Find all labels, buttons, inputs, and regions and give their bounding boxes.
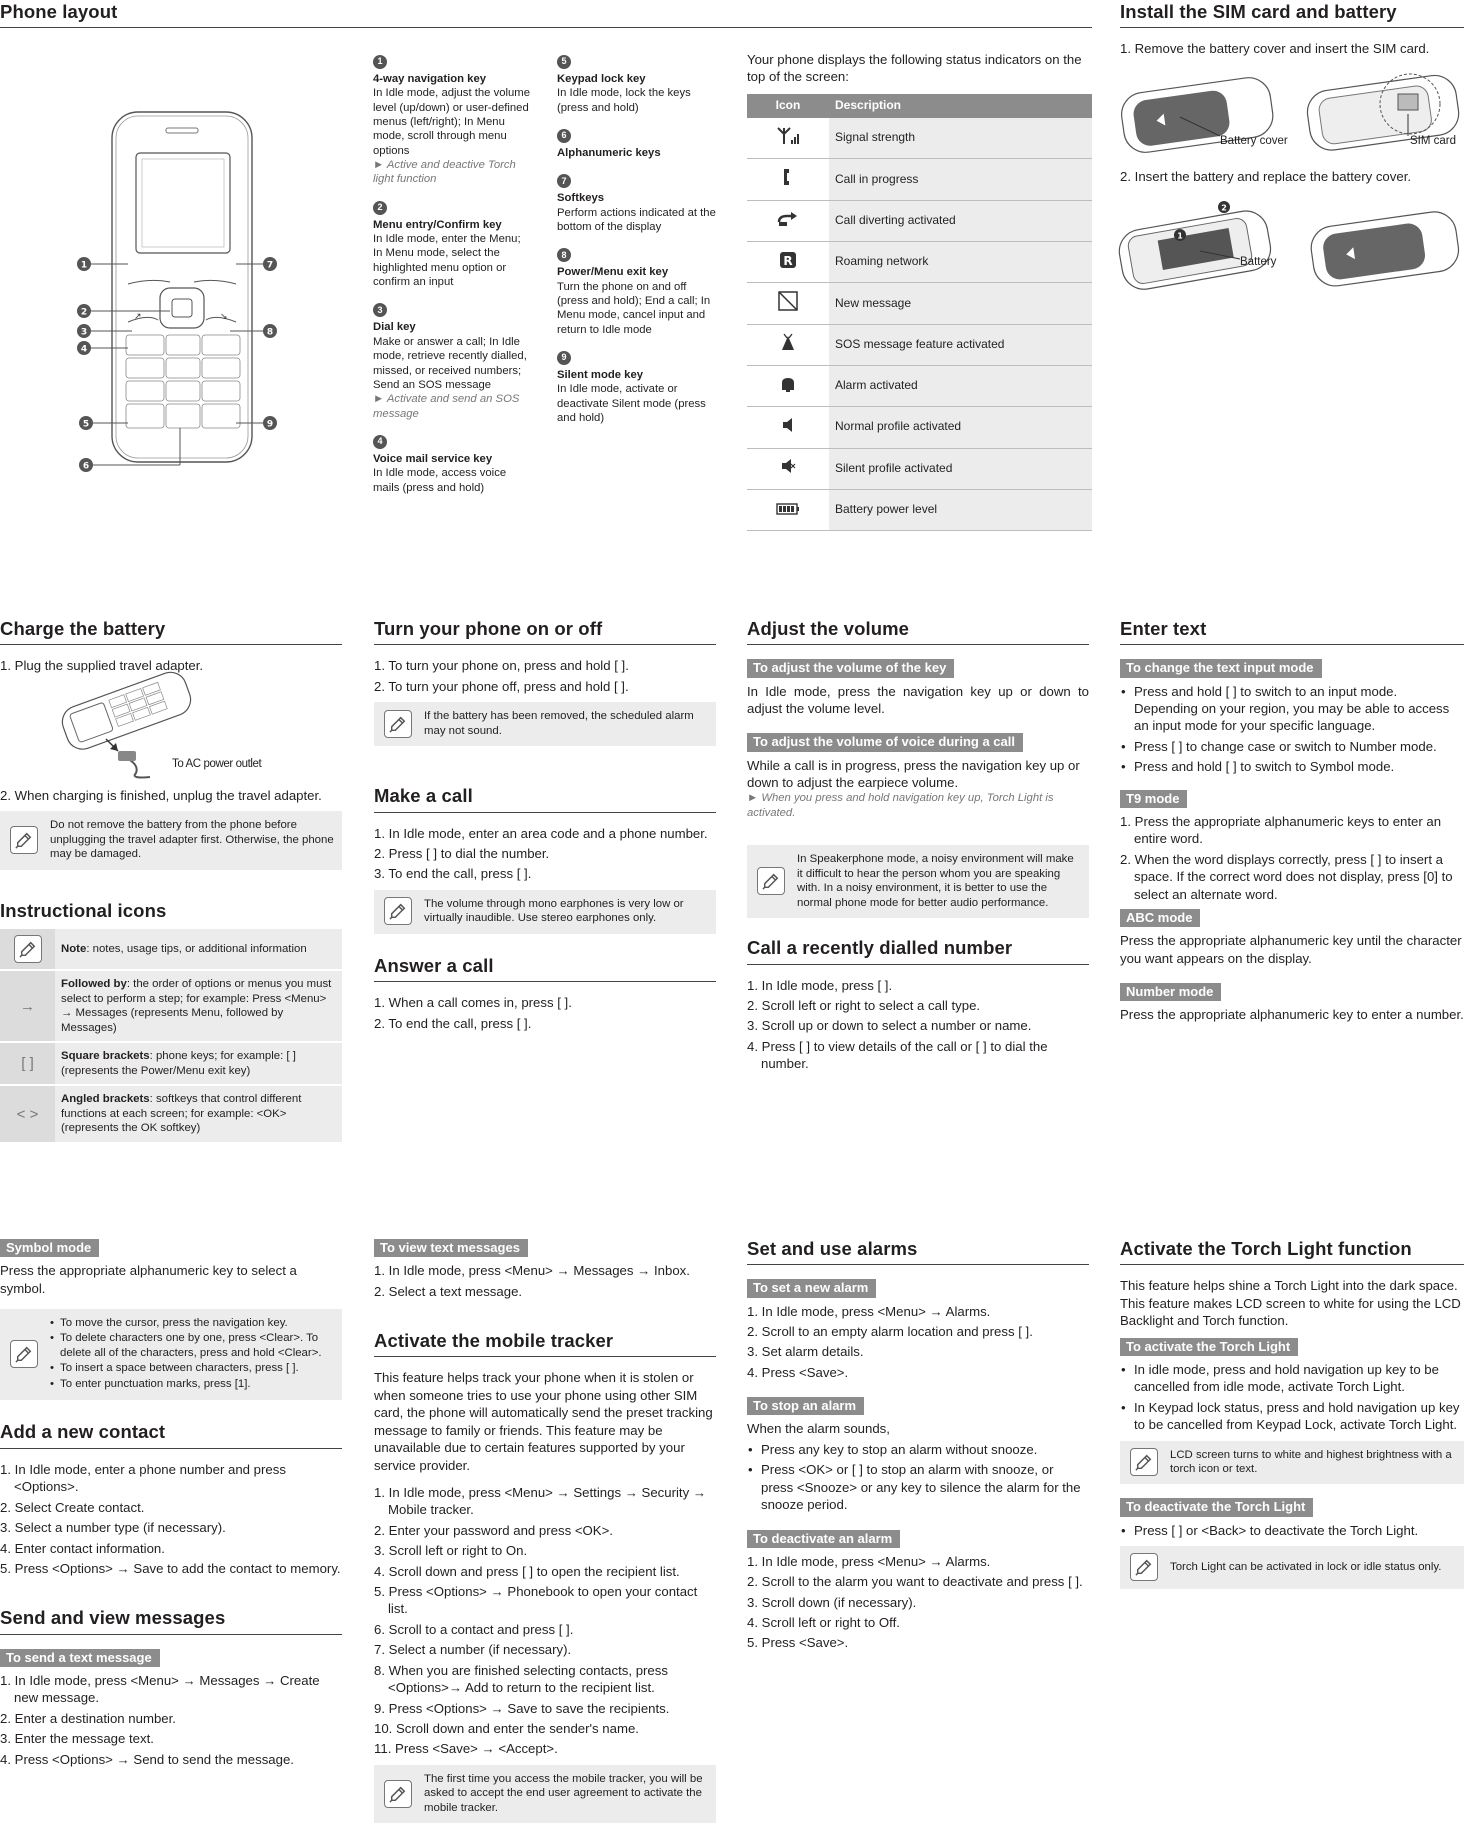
activate-torch-sub: To activate the Torch Light [1120, 1338, 1298, 1356]
table-row: R Roaming network [747, 242, 1092, 283]
stop-intro: When the alarm sounds, [747, 1421, 890, 1437]
list-item: • To enter punctuation marks, press [1]. [50, 1377, 334, 1391]
signal-strength-icon [776, 126, 800, 149]
phone-diagram [70, 108, 290, 478]
callout-2: 2 Menu entry/Confirm key In Idle mode, enter the Menu; In Menu mode, select the highlighted menu option or confirm an input [373, 202, 521, 289]
view-tracker-column [374, 1237, 716, 1835]
table-row: Silent profile activated [747, 448, 1092, 489]
torch-note2: Torch Light can be activated in lock or idle status only. [1120, 1546, 1464, 1589]
note-icon [384, 897, 412, 925]
callout-7: 7 Softkeys Perform actions indicated at the bottom of the display [557, 175, 716, 234]
list-item: 3. Enter the message text. [0, 1731, 154, 1747]
sim-card-label: SIM card [1410, 134, 1457, 147]
list-item: 1. In Idle mode, press <Menu> → Messages → Inbox. [374, 1263, 690, 1279]
note-icon [10, 1340, 38, 1368]
list-item: • To insert a space between characters, press [ ]. [50, 1361, 334, 1375]
enter-text-title: Enter text [1120, 617, 1464, 645]
deactivate-torch-sub: To deactivate the Torch Light [1120, 1498, 1313, 1516]
callout-8: 8 Power/Menu exit key Turn the phone on and off (press and hold); End a call; In Menu mode, cancel input and return to Idle mode [557, 249, 711, 336]
make-call-note: The volume through mono earphones is very low or virtually inaudible. Use stereo earphones only. [374, 890, 716, 934]
status-table-header-icon: Icon [747, 94, 829, 118]
list-item: 2. Enter a destination number. [0, 1710, 176, 1726]
battery-cover-label: Battery cover [1220, 134, 1288, 147]
list-item: 4. Scroll down and press [ ] to open the recipient list. [374, 1563, 680, 1579]
table-row: Note: notes, usage tips, or additional information [0, 929, 342, 970]
svg-text:↘: ↘ [220, 312, 228, 322]
list-item: 1. In Idle mode, press <Menu> → Alarms. [747, 1553, 991, 1569]
symbol-text: Press the appropriate alphanumeric key to select a symbol. [0, 1263, 297, 1296]
list-item: 2. Enter your password and press <OK>. [374, 1522, 613, 1538]
enter-text-section [1120, 617, 1464, 1030]
list-item: 1. In Idle mode, press <Menu> → Alarms. [747, 1303, 991, 1319]
list-item: 2. Scroll to the alarm you want to deactivate and press [ ]. [747, 1574, 1083, 1590]
list-item: • To move the cursor, press the navigation key. [50, 1316, 334, 1330]
svg-text:3: 3 [80, 327, 88, 338]
table-row: Call diverting activated [747, 200, 1092, 241]
symbol-note [0, 1309, 342, 1400]
callout-column-right [557, 55, 717, 426]
list-item: 1. When a call comes in, press [ ]. [374, 995, 572, 1011]
messages-title: Send and view messages [0, 1606, 342, 1634]
sim-step2: 2. Insert the battery and replace the battery cover. [1120, 168, 1412, 184]
stop-alarm-sub: To stop an alarm [747, 1397, 864, 1415]
svg-text:8: 8 [266, 327, 274, 338]
list-item: 6. Scroll to a contact and press [ ]. [374, 1621, 574, 1637]
tracker-title: Activate the mobile tracker [374, 1329, 716, 1357]
table-row: < > Angled brackets: softkeys that control different functions at each screen; for example: <OK> (represents the OK softkey) [0, 1085, 342, 1142]
svg-text:2: 2 [1221, 203, 1227, 213]
note-icon [384, 1780, 412, 1808]
sim-step1: 1. Remove the battery cover and insert the SIM card. [1120, 41, 1430, 57]
list-item: 10. Scroll down and enter the sender's name. [374, 1721, 639, 1736]
svg-text:5: 5 [82, 419, 90, 430]
volume-text2: While a call is in progress, press the navigation key up or down to adjust the earpiece volume. [747, 757, 1080, 790]
table-row: SOS message feature activated [747, 324, 1092, 365]
callout-1: 1 4-way navigation key In Idle mode, adjust the volume level (up/down) or user-defined menus (left/right); In Menu mode, scroll through menu options ► Active and deactive Torch light function [373, 56, 530, 186]
t9-sub: T9 mode [1120, 790, 1187, 808]
battery-label: Battery [1240, 256, 1277, 269]
make-call-title: Make a call [374, 784, 716, 812]
list-item: • Press and hold [ ] to switch to an input mode. Depending on your region, you may be able to access an input mode for your specific language. [1120, 683, 1464, 735]
power-section [374, 617, 716, 1035]
answer-title: Answer a call [374, 954, 716, 982]
list-item: • Press and hold [ ] to switch to Symbol mode. [1120, 758, 1464, 775]
number-text: Press the appropriate alphanumeric key to enter a number. [1120, 1007, 1464, 1023]
list-item: 11. Press <Save> → <Accept>. [374, 1741, 558, 1757]
list-item: 1. In Idle mode, enter a phone number and press <Options>. [0, 1461, 286, 1495]
callout-column-left [373, 55, 533, 495]
volume-text1: In Idle mode, press the navigation key up or down to adjust the volume level. [747, 683, 1089, 716]
list-item: • Press [ ] or <Back> to deactivate the Torch Light. [1120, 1522, 1464, 1539]
list-item: 3. Select a number type (if necessary). [0, 1520, 226, 1536]
phone-layout-section [0, 0, 1092, 40]
tracker-intro: This feature helps track your phone when it is stolen or when someone tries to use your phone using other SIM card, the phone will automatically send the preset tracking message to family or friends. This feature may be unavailable due to certain features supported by your service provider. [374, 1370, 713, 1473]
list-item: 1. In Idle mode, press [ ]. [747, 977, 893, 993]
list-item: 4. Press <Options> → Send to send the message. [0, 1751, 294, 1767]
number-sub: Number mode [1120, 983, 1221, 1001]
symbol-contact-column [0, 1237, 342, 1771]
svg-text:9: 9 [266, 419, 274, 430]
list-item: 3. To end the call, press [ ]. [374, 866, 532, 882]
list-item: 2. Select a text message. [374, 1283, 523, 1299]
abc-sub: ABC mode [1120, 909, 1200, 927]
sim-section [1120, 0, 1464, 301]
list-item: • In Keypad lock status, press and hold navigation up key to be cancelled from Keypad Lock, activate Torch Light. [1120, 1399, 1464, 1434]
charge-note: Do not remove the battery from the phone before unplugging the travel adapter first. Otherwise, the phone may be damaged. [0, 811, 342, 869]
svg-text:6: 6 [82, 461, 90, 472]
list-item: 3. Scroll down (if necessary). [747, 1594, 917, 1610]
view-message-sub: To view text messages [374, 1239, 528, 1257]
call-diverting-icon [777, 210, 799, 231]
list-item: • Press <OK> or [ ] to stop an alarm with snooze, or press <Snooze> or any key to silence the alarm for the snooze period. [747, 1461, 1089, 1513]
table-row: Call in progress [747, 159, 1092, 200]
set-alarm-sub: To set a new alarm [747, 1279, 876, 1297]
list-item: 4. Press <Save>. [747, 1364, 849, 1380]
table-row: New message [747, 283, 1092, 324]
normal-profile-icon [781, 417, 795, 436]
alarm-icon [779, 375, 797, 396]
list-item: 4. Press [ ] to view details of the call or [ ] to dial the number. [747, 1038, 1048, 1072]
note-icon [384, 710, 412, 738]
torch-section [1120, 1237, 1464, 1601]
recent-title: Call a recently dialled number [747, 936, 1089, 964]
callout-4: 4 Voice mail service key In Idle mode, access voice mails (press and hold) [373, 436, 507, 494]
charge-step2: 2. When charging is finished, unplug the travel adapter. [0, 787, 322, 803]
list-item: 4. Enter contact information. [0, 1540, 165, 1556]
instructional-table [0, 929, 342, 1143]
list-item: 2. Select Create contact. [0, 1499, 145, 1515]
contact-title: Add a new contact [0, 1420, 342, 1448]
table-row: [ ] Square brackets: phone keys; for example: [ ] (represents the Power/Menu exit key) [0, 1042, 342, 1085]
instructional-title: Instructional icons [0, 900, 167, 921]
power-note: If the battery has been removed, the scheduled alarm may not sound. [374, 702, 716, 746]
table-row: Signal strength [747, 118, 1092, 159]
torch-intro: This feature helps shine a Torch Light into the dark space. This feature makes LCD screen to white for using the LCD Backlight and Torch function. [1120, 1278, 1461, 1329]
status-table [747, 94, 1092, 531]
sim-title: Install the SIM card and battery [1120, 0, 1464, 28]
list-item: 5. Press <Save>. [747, 1635, 849, 1651]
list-item: 5. Press <Options> → Phonebook to open your contact list. [374, 1584, 698, 1617]
roaming-icon [779, 251, 797, 272]
list-item: 7. Select a number (if necessary). [374, 1642, 572, 1658]
list-item: 4. Scroll left or right to Off. [747, 1614, 900, 1630]
battery-icon [776, 500, 800, 518]
sos-icon [778, 332, 798, 355]
deactivate-alarm-sub: To deactivate an alarm [747, 1530, 900, 1548]
list-item: 1. In Idle mode, press <Menu> → Settings → Security → Mobile tracker. [374, 1484, 707, 1518]
table-row: Alarm activated [747, 365, 1092, 406]
silent-profile-icon [780, 458, 796, 477]
list-item: 2. Press [ ] to dial the number. [374, 846, 550, 862]
send-message-sub: To send a text message [0, 1649, 160, 1667]
alarms-title: Set and use alarms [747, 1237, 1089, 1265]
charge-section [0, 617, 342, 882]
status-table-header-description: Description [829, 94, 1092, 118]
torch-note1: LCD screen turns to white and highest brightness with a torch icon or text. [1120, 1441, 1464, 1485]
callout-5: 5 Keypad lock key In Idle mode, lock the keys (press and hold) [557, 56, 691, 114]
battery-diagram [1120, 191, 1464, 301]
input-mode-sub: To change the text input mode [1120, 659, 1322, 677]
list-item: • Press any key to stop an alarm without snooze. [747, 1441, 1089, 1458]
note-icon [14, 935, 42, 963]
symbol-sub: Symbol mode [0, 1239, 99, 1257]
callout-6: 6 Alphanumeric keys [557, 130, 661, 160]
list-item: 1. Press the appropriate alphanumeric keys to enter an entire word. [1120, 813, 1442, 847]
volume-note: In Speakerphone mode, a noisy environment will make it difficult to hear the person whom you are speaking with. In a noisy environment, it is better to use the normal phone mode for better audio performance. [747, 845, 1089, 918]
list-item: 1. In Idle mode, enter an area code and a phone number. [374, 825, 708, 841]
list-item: 2. When the word displays correctly, press [ ] to insert a space. If the correct word does not display, press [0] to select an alternate word. [1120, 851, 1453, 902]
list-item: 1. To turn your phone on, press and hold [ ]. [374, 658, 629, 674]
sim-diagram [1120, 64, 1464, 164]
status-intro: Your phone displays the following status indicators on the top of the screen: [747, 52, 1082, 85]
list-item: 9. Press <Options> → Save to save the recipients. [374, 1700, 670, 1716]
ac-outlet-label: To AC power outlet [172, 757, 262, 770]
note-icon [10, 826, 38, 854]
torch-title: Activate the Torch Light function [1120, 1237, 1464, 1265]
table-row: → Followed by: the order of options or menus you must select to perform a step; for example: Press <Menu> → Messages (represents Menu, followed by Messages) [0, 970, 342, 1042]
list-item: 2. Scroll left or right to select a call type. [747, 997, 981, 1013]
power-title: Turn your phone on or off [374, 617, 716, 645]
charger-diagram [0, 681, 342, 781]
charge-title: Charge the battery [0, 617, 342, 645]
list-item: 3. Set alarm details. [747, 1344, 864, 1360]
table-row: Battery power level [747, 489, 1092, 530]
list-item: 2. To end the call, press [ ]. [374, 1015, 532, 1031]
list-item: • To delete characters one by one, press <Clear>. To delete all of the characters, press and hold <Clear>. [50, 1331, 334, 1360]
list-item: • Press [ ] to change case or switch to Number mode. [1120, 738, 1464, 755]
svg-text:1: 1 [80, 260, 88, 271]
volume-tip: ► When you press and hold navigation key up, Torch Light is activated. [747, 792, 1054, 820]
volume-sub-key: To adjust the volume of the key [747, 659, 954, 677]
list-item: 5. Press <Options> → Save to add the contact to memory. [0, 1560, 341, 1576]
note-icon [1130, 1553, 1158, 1581]
svg-text:R: R [783, 253, 793, 268]
svg-text:7: 7 [266, 260, 274, 271]
callout-3: 3 Dial key Make or answer a call; In Idle mode, retrieve recently dialled, missed, or received numbers; Send an SOS message ► Activate and send an SOS message [373, 304, 527, 420]
volume-title: Adjust the volume [747, 617, 1089, 645]
list-item: 2. Scroll to an empty alarm location and press [ ]. [747, 1323, 1033, 1339]
list-item: • In idle mode, press and hold navigation up key to be cancelled from idle mode, activate Torch Light. [1120, 1361, 1464, 1396]
svg-text:1: 1 [1177, 231, 1183, 241]
alarms-section [747, 1237, 1089, 1655]
charge-step1: 1. Plug the supplied travel adapter. [0, 658, 204, 674]
new-message-icon [777, 290, 799, 315]
list-item: 8. When you are finished selecting contacts, press <Options>→ Add to return to the recipient list. [374, 1662, 668, 1696]
list-item: 2. To turn your phone off, press and hold [ ]. [374, 678, 629, 694]
status-indicators [747, 51, 1092, 531]
call-in-progress-icon [781, 167, 795, 190]
svg-text:2: 2 [80, 307, 88, 318]
list-item: 3. Scroll up or down to select a number or name. [747, 1018, 1032, 1034]
tracker-note: The first time you access the mobile tracker, you will be asked to accept the end user agreement to activate the mobile tracker. [374, 1765, 716, 1823]
callout-9: 9 Silent mode key In Idle mode, activate or deactivate Silent mode (press and hold) [557, 352, 706, 425]
instructional-icons-section [0, 899, 342, 1144]
phone-layout-title: Phone layout [0, 0, 1092, 28]
note-icon [757, 867, 785, 895]
note-icon [1130, 1448, 1158, 1476]
svg-text:4: 4 [80, 344, 88, 355]
table-row: Normal profile activated [747, 407, 1092, 448]
svg-text:↗: ↗ [134, 312, 142, 322]
volume-sub-call: To adjust the volume of voice during a call [747, 733, 1023, 751]
volume-section [747, 617, 1089, 1076]
list-item: 1. In Idle mode, press <Menu> → Messages → Create new message. [0, 1672, 320, 1706]
abc-text: Press the appropriate alphanumeric key until the character you want appears on the display. [1120, 933, 1462, 966]
list-item: 3. Scroll left or right to On. [374, 1543, 528, 1559]
